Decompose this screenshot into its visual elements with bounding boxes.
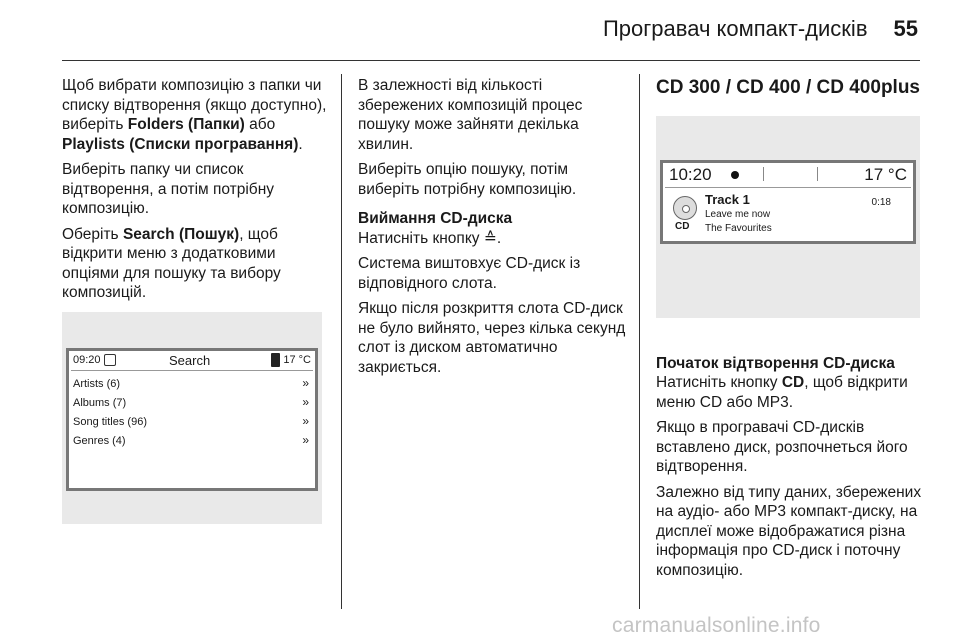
elapsed-time: 0:18 <box>871 197 891 208</box>
screen-title: Search <box>169 353 211 368</box>
list-item[interactable]: Genres (4) » <box>73 433 309 447</box>
section-title: CD 300 / CD 400 / CD 400plus <box>656 77 920 98</box>
column-divider-1 <box>341 74 342 609</box>
paragraph-select-option: Виберіть опцію пошуку, потім виберіть потрібну композицію. <box>358 161 577 198</box>
watermark: carmanualsonline.info <box>612 614 821 637</box>
list-item[interactable]: Song titles (96) » <box>73 414 309 428</box>
list-item[interactable]: Albums (7) » <box>73 395 309 409</box>
heading-eject: Виймання CD-диска <box>358 210 513 227</box>
page-number: 55 <box>893 16 918 41</box>
chevron-right-icon: » <box>302 376 309 390</box>
eject-icon: ≙ <box>483 229 497 247</box>
list-item[interactable]: Artists (6) » <box>73 376 309 390</box>
cd-disc-icon <box>673 196 697 220</box>
cd-figure <box>656 116 920 318</box>
status-separator <box>817 167 818 181</box>
search-option-list <box>73 376 309 452</box>
page-title: Програвач компакт-дисків <box>602 16 868 41</box>
column-divider-2 <box>639 74 640 609</box>
screen-temperature: 17 °C <box>283 354 311 366</box>
paragraph-search-time: В залежності від кількості збережених композицій процес пошуку може зайняти декілька хвилин. <box>358 77 583 153</box>
cd-screen <box>660 160 916 244</box>
clock-icon <box>104 354 116 366</box>
cd-source-label: CD <box>675 221 690 232</box>
screen-time: 10:20 <box>669 165 712 184</box>
screen-divider <box>665 187 911 188</box>
track-title: Track 1 <box>705 192 750 207</box>
paragraph-data-type: Залежно від типу даних, збережених на аудіо- або MP3 компакт-диску, на дисплеї може відображатися різна інформація про CD-диск і поточну композицію. <box>656 483 922 579</box>
page-header <box>603 16 918 42</box>
thermometer-icon <box>271 353 280 367</box>
search-figure <box>62 312 322 524</box>
search-screen <box>66 348 318 491</box>
paragraph-search: Оберіть Search (Пошук), щоб відкрити меню з додатковими опціями для пошуку та вибору композицій. <box>62 225 281 301</box>
paragraph-ejects: Система виштовхує CD-диск із відповідного слота. <box>358 255 581 292</box>
paragraph-disc-inserted: Якщо в програвачі CD-дисків вставлено диск, розпочнеться його відтворення. <box>656 419 908 475</box>
track-artist: Leave me now <box>705 209 771 220</box>
screen-temperature: 17 °C <box>864 165 907 184</box>
paragraph-folders: Щоб вибрати композицію з папки чи списку відтворення (якщо доступно), виберіть Folders (Папки) або Playlists (Списки програвання). <box>62 77 327 153</box>
chevron-right-icon: » <box>302 433 309 447</box>
header-rule <box>62 60 920 61</box>
status-separator <box>763 167 764 181</box>
record-dot-icon <box>731 171 739 179</box>
screen-divider <box>71 370 313 371</box>
chevron-right-icon: » <box>302 414 309 428</box>
column-2 <box>358 76 626 383</box>
paragraph-press-cd: Натисніть кнопку CD, щоб відкрити меню CD або MP3. <box>656 374 908 411</box>
track-album: The Favourites <box>705 223 772 234</box>
paragraph-auto-close: Якщо після розкриття слота CD-диск не було вийнято, через кілька секунд слот із диском автоматично закриється. <box>358 300 626 376</box>
column-1 <box>62 76 330 309</box>
paragraph-press-eject: Натисніть кнопку ≙. <box>358 229 502 247</box>
screen-time: 09:20 <box>73 354 101 366</box>
chevron-right-icon: » <box>302 395 309 409</box>
heading-start-playback: Початок відтворення CD-диска <box>656 354 895 372</box>
paragraph-select-folder: Виберіть папку чи список відтворення, а потім потрібну композицію. <box>62 161 274 217</box>
